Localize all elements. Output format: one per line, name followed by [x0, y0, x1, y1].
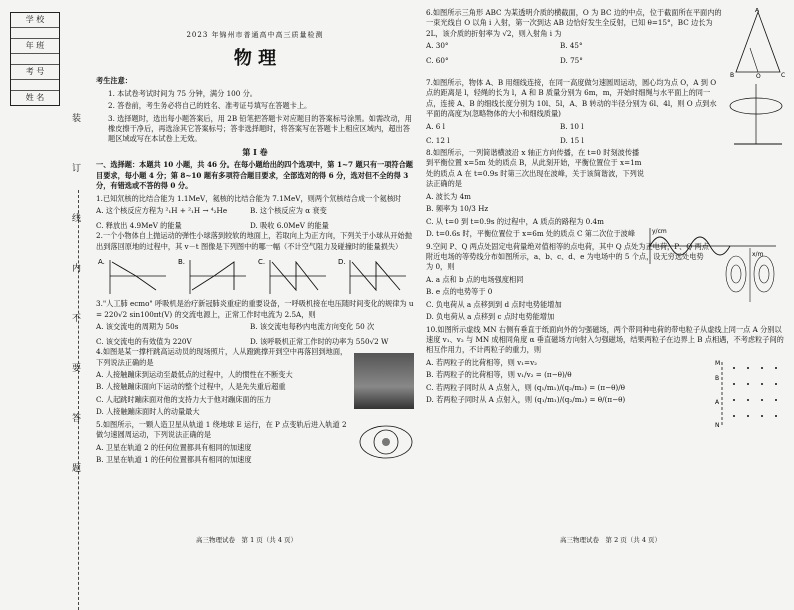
question-stem: 10.如图所示虚线 MN 右侧有垂直于纸面向外的匀强磁场，两个带同种电荷的带电粒子从虚线上同一点 A 分别以速度 v₁、v₂ 与 MN 成相同角度 α 垂直磁场方向射入匀强磁场，结果两粒子在边界上 B 点相遇，不考虑粒子间的相互作用力，不计两粒子的重力，则 [426, 324, 784, 355]
option: D. 15 l [560, 136, 584, 146]
orbit-diagram [358, 420, 414, 464]
question-stem: 4.如图是某一撑杆跳高运动员的现场照片，人从蹬跳撑开到空中再落回到地面，下列说法正确的是 [96, 347, 348, 367]
page-footer-left: 高三物理试卷 第 1 页（共 4 页） [196, 536, 298, 544]
option: B. 人接触蹦床面向下运动的整个过程中，人是先失重后超重 [96, 382, 286, 392]
graph-label: C. [258, 257, 266, 266]
option: C. 释放出 4.9MeV 的能量 [96, 220, 182, 230]
option: D. 负电荷从 a 点移到 c 点时电势能增加 [426, 312, 555, 322]
option: A. 波长为 4m [426, 191, 471, 201]
option: A. 该交流电的周期为 50s [96, 322, 179, 332]
graph-label: D. [338, 257, 346, 266]
options [96, 322, 414, 347]
rotating-objects-diagram [724, 78, 786, 148]
label-class: 年 班 [11, 39, 59, 54]
option: B. 卫星在轨道 1 的任何位置都具有相同的加速度 [96, 455, 252, 465]
exam-title: 2023 年锦州市普通高中高三质量检测 [186, 31, 324, 39]
wave-graph [640, 226, 780, 266]
options [96, 206, 414, 231]
options [426, 122, 720, 147]
svg-text:M: M [715, 359, 721, 367]
svg-text:O: O [756, 73, 761, 78]
svg-text:N: N [715, 421, 720, 428]
question-stem: 1.已知氘核的比结合能为 1.1MeV，氦核的比结合能为 7.1MeV，则两个氘核结合成一个氦核时 [96, 193, 402, 203]
option: A. 若两粒子的比荷相等，则 v₁=v₂ [426, 357, 538, 367]
binding-char: 内 [72, 264, 82, 274]
label-school: 学 校 [11, 13, 59, 28]
binding-char: 题 [72, 464, 82, 474]
option: C. 人起跳时蹦床面对他的支持力大于他对蹦床面的压力 [96, 394, 272, 404]
svg-text:A: A [755, 8, 760, 14]
option: A. 卫星在轨道 2 的任何位置都具有相同的加速度 [96, 442, 252, 452]
trampoline-photo [354, 353, 414, 409]
option: B. 10 l [560, 121, 584, 131]
svg-text:x/m: x/m [752, 251, 764, 258]
svg-text:C: C [781, 72, 786, 78]
options [426, 41, 726, 66]
triangle-diagram [730, 8, 786, 78]
svg-text:A: A [715, 398, 720, 406]
option: B. 频率为 10/3 Hz [426, 204, 489, 214]
option: D. 吸收 6.0MeV 的能量 [250, 220, 329, 230]
student-info-box [10, 12, 60, 106]
option: C. 12 l [426, 136, 450, 146]
binding-char: 订 [72, 164, 82, 174]
option: C. 负电荷从 a 点移到到 d 点时电势能增加 [426, 299, 562, 309]
section-title: 第 I 卷 [242, 146, 268, 157]
option: C. 该交流电的有效值为 220V [96, 336, 192, 346]
graph-label: B. [178, 257, 186, 266]
option: D. 若两粒子同时从 A 点射入，则 (q₁/m₁)/(q₂/m₂) = θ/(π−θ) [426, 395, 626, 405]
note-item: 3. 选择题时，选出每小题答案后，用 2B 铅笔把答题卡对应题目的答案标号涂黑。如需改动，用橡皮擦干净后，再选涂其它答案标号；答非选择题时，将答案写在答题卡上相应区域内，超出答题区域或写在本试卷上无效。 [108, 113, 412, 144]
option: A. 30° [426, 41, 449, 51]
svg-text:y/cm: y/cm [652, 228, 667, 235]
vt-graph-c [258, 258, 326, 294]
notes-heading: 考生注意： [96, 76, 132, 86]
vt-graph-a [98, 258, 166, 294]
option: D. 人接触蹦床面时人的动量最大 [96, 407, 200, 417]
option: C. 60° [426, 55, 449, 65]
question-stem: 6.如图所示三角形 ABC 为某透明介质的横截面，O 为 BC 边的中点，位于截面所在平面内的一束光线自 O 以角 i 入射，第一次到达 AB 边恰好发生全反射，已知 θ=15°，BC 边长为 2L，该介质的折射率为 √2，则入射角 i 为 [426, 8, 722, 38]
label-name: 姓 名 [25, 93, 45, 102]
binding-char: 装 [72, 114, 82, 124]
magnetic-field-diagram [714, 358, 786, 428]
option: A. 人接触蹦床到运动至最低点的过程中，人的惯性在不断变大 [96, 370, 293, 380]
question-stem: 8.如图所示，一列简谐横波沿 x 轴正方向传播，在 t=0 时刻波传播到平衡位置 x=5m 处的质点 B，从此刻开始，平衡位置位于 x=1m 处的质点 A 在 t=0.9s 时第三次出现在波峰，关于该简谐波，下列说法正确的是 [426, 148, 645, 189]
svg-text:B: B [730, 72, 735, 78]
question-stem: 9.空间 P、Q 两点处固定电荷量绝对值相等的点电荷，其中 Q 点处为正电荷，P、Q 两点附近电场的等势线分布如图所示，a、b、c、d、e 为电场中的 5 个点，设无穷远处电势为 0，则 [426, 241, 709, 272]
binding-char: 线 [72, 214, 82, 224]
option: B. e 点的电势等于 0 [426, 287, 493, 297]
svg-text:B: B [715, 374, 720, 382]
option: B. 该交流电每秒内电流方向变化 50 次 [250, 322, 375, 332]
option: D. 75° [560, 55, 583, 65]
label-id: 考 号 [11, 65, 59, 80]
question-stem: 3."人工肺 ecmo" 呼吸机是治疗新冠肺炎重症的重要设备，一呼吸机接在电压随时间变化的规律为 u = 220√2 sin100πt(V) 的交流电源上，正常工作时电流为 2.5A，则 [96, 299, 414, 319]
vt-graph-d [338, 258, 406, 294]
option: D. t=0.6s 时，平衡位置位于 x=6m 处的质点 C 第二次位于波峰 [426, 229, 636, 239]
binding-line [70, 95, 88, 515]
binding-char: 不 [72, 314, 82, 324]
question-stem: 7.如图所示，物体 A、B 用细线连接，在同一高度做匀速圆周运动，圆心均为点 O，A 到 O 点的距离是 l，轻绳的长为 l，A 和 B 质量分别为 6m，m，开始时细绳与水平面上的同一点，连接 A、B 的细线长度分别为 10l、5l，A、B 转动的半径分别为 6l、4l，则 O 点到水平面的高度为(忽略物体的大小和细线质量) [426, 78, 717, 119]
subject-title: 物 理 [233, 48, 277, 70]
vt-graphs [96, 254, 414, 296]
page-left [96, 8, 414, 468]
binding-char: 要 [72, 364, 82, 374]
graph-label: A. [98, 257, 105, 266]
note-item: 1. 本试卷考试时间为 75 分钟，满分 100 分。 [108, 88, 257, 98]
option: B. 45° [560, 41, 583, 51]
option: C. 若两粒子同时从 A 点射入，则 (q₁/m₁)/(q₂/m₂) = (π−θ)/θ [426, 382, 625, 392]
part1-intro: 一、选择题：本题共 10 小题，共 46 分。在每小题给出的四个选项中，第 1~7 题只有一项符合题目要求，每小题 4 分；第 8~10 题有多项符合题目要求，全部选对的得 6 分，选对但不全的得 3 分，有错选或不答的得 0 分。 [96, 160, 413, 191]
page-right [426, 8, 786, 428]
option: A. 6 l [426, 121, 445, 131]
option: C. 从 t=0 到 t=0.9s 的过程中，A 质点的路程为 0.4m [426, 216, 604, 226]
note-item: 2. 答卷前，考生务必将自己的姓名、准考证号填写在答题卡上。 [108, 101, 312, 111]
option: B. 这个核反应为 α 衰变 [250, 206, 327, 216]
question-stem: 2.一个小物体自上抛运动的弹性小球落到较软的地面上，若取向上为正方向，下列关于小球从开始抛出到落回原地的过程中，其 v－t 图像是下列图中的哪一幅（不计空气阻力及碰撞时的能量损失） [96, 231, 412, 251]
option: D. 该呼吸机正常工作时的功率为 550√2 W [250, 336, 389, 346]
vt-graph-b [178, 258, 246, 294]
question-stem: 5.如图所示，一颗人造卫星从轨道 1 绕地球 E 运行，在 P 点变轨后进入轨道 2 做匀速圆周运动，下列说法正确的是 [96, 419, 347, 440]
option: A. 这个核反应方程为 ²₁H + ²₁H → ⁴₂He [96, 206, 228, 216]
option: A. a 点和 b 点的电场强度相同 [426, 274, 524, 284]
binding-char: 答 [72, 414, 82, 424]
option: B. 若两粒子的比荷相等，则 v₁/v₂ = (π−θ)/θ [426, 370, 572, 380]
page-footer-right: 高三物理试卷 第 2 页（共 4 页） [560, 536, 662, 544]
